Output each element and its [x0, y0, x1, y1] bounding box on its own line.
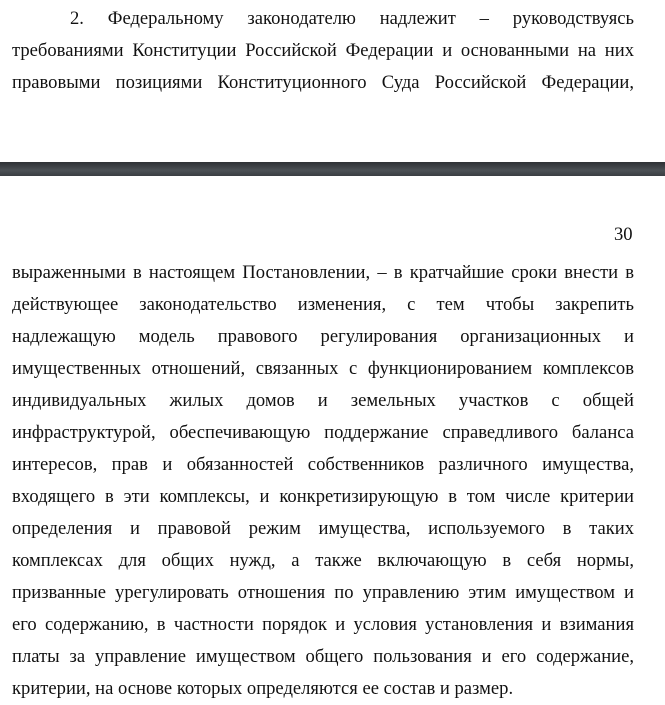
paragraph-line: выраженными в настоящем Постановлении, – в кратчайшие сроки внести в: [12, 262, 634, 283]
page-top: [0, 0, 665, 162]
paragraph-line: комплексах для общих нужд, а также включающую в себя нормы,: [12, 550, 634, 571]
paragraph-line: интересов, прав и обязанностей собственников различного имущества,: [12, 454, 634, 475]
paragraph-line: требованиями Конституции Российской Федерации и основанными на них: [12, 40, 634, 61]
paragraph-line: входящего в эти комплексы, и конкретизирующую в том числе критерии: [12, 486, 634, 507]
paragraph-line: критерии, на основе которых определяются ее состав и размер.: [12, 678, 514, 699]
paragraph-line: правовыми позициями Конституционного Суда Российской Федерации,: [12, 72, 634, 93]
paragraph-line: действующее законодательство изменения, с тем чтобы закрепить: [12, 294, 634, 315]
paragraph-line: индивидуальных жилых домов и земельных участков с общей: [12, 390, 634, 411]
page-bottom: [0, 176, 665, 705]
paragraph-line: его содержанию, в частности порядок и условия установления и взимания: [12, 614, 634, 635]
paragraph-line: имущественных отношений, связанных с функционированием комплексов: [12, 358, 634, 379]
paragraph-line: призванные урегулировать отношения по управлению этим имуществом и: [12, 582, 634, 603]
paragraph-line: 2. Федеральному законодателю надлежит – руководствуясь: [70, 8, 634, 29]
page-number: 30: [614, 224, 633, 245]
paragraph-line: надлежащую модель правового регулирования организационных и: [12, 326, 634, 347]
paragraph-line: инфраструктурой, обеспечивающую поддержание справедливого баланса: [12, 422, 634, 443]
paragraph-line: платы за управление имуществом общего пользования и его содержание,: [12, 646, 634, 667]
paragraph-line: определения и правовой режим имущества, используемого в таких: [12, 518, 634, 539]
page-break-separator: [0, 162, 665, 176]
